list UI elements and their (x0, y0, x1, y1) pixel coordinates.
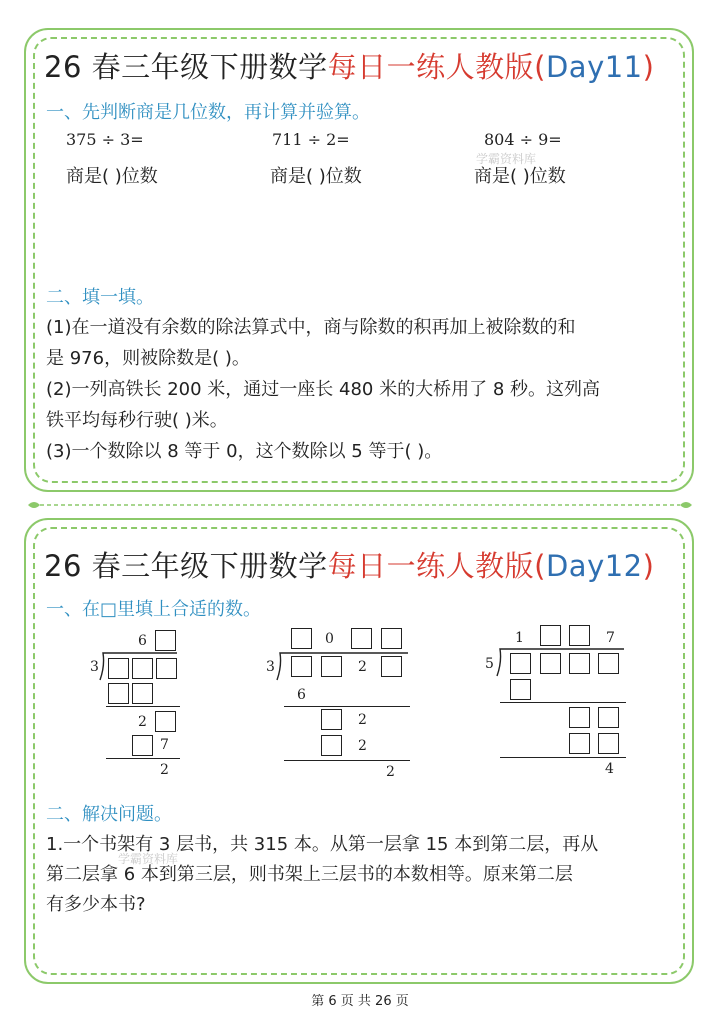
ornamental-divider (26, 499, 694, 511)
div2-row4-box[interactable] (321, 735, 342, 756)
day12-problem-line-3: 有多少本书? (46, 894, 146, 915)
day11-problem2-expression: 711 ÷ 2= (272, 130, 350, 149)
day12-problem-line-2: 第二层拿 6 本到第三层，则书架上三层书的本数相等。原来第二层 (46, 864, 573, 885)
day12-title: 26 春三年级下册数学每日一练人教版(Day12) (44, 549, 655, 583)
div2-divisor: 3 (266, 659, 275, 675)
div3-divisor: 5 (485, 656, 494, 672)
div1-row3-box[interactable] (155, 711, 176, 732)
div3-quotient-box-2[interactable] (569, 625, 590, 646)
div3-quotient-box-1[interactable] (540, 625, 561, 646)
div3-dividend-box-4[interactable] (598, 653, 619, 674)
div2-dividend-box-3[interactable] (381, 656, 402, 677)
div3-quotient-first: 1 (515, 630, 524, 646)
watermark: 学霸资料库 (476, 152, 537, 166)
div1-quotient-box[interactable] (155, 630, 176, 651)
div1-quotient-digit: 6 (138, 633, 147, 649)
day11-problem1-answer: 商是( )位数 (66, 166, 158, 187)
day11-fill-line-3: (2)一列高铁长 200 米，通过一座长 480 米的大桥用了 8 秒。这列高 (46, 379, 600, 400)
div3-line-1 (500, 702, 626, 703)
div2-dividend-digit: 2 (358, 659, 367, 675)
day11-problem3-expression: 804 ÷ 9= (484, 130, 562, 149)
div1-row3-digit: 2 (138, 714, 147, 730)
div1-product-box-1[interactable] (108, 683, 129, 704)
day11-problem1-expression: 375 ÷ 3= (66, 130, 144, 149)
div3-row4-box-1[interactable] (569, 733, 590, 754)
div2-quotient-box-1[interactable] (291, 628, 312, 649)
div2-dividend-box-1[interactable] (291, 656, 312, 677)
day11-fill-line-4: 铁平均每秒行驶( )米。 (46, 410, 228, 431)
day11-fill-line-5: (3)一个数除以 8 等于 0，这个数除以 5 等于( )。 (46, 441, 443, 462)
div3-dividend-box-3[interactable] (569, 653, 590, 674)
div1-product-box-2[interactable] (132, 683, 153, 704)
div3-dividend-box-2[interactable] (540, 653, 561, 674)
div3-product-box[interactable] (510, 679, 531, 700)
day12-section1-heading: 一、在□里填上合适的数。 (46, 599, 262, 620)
div2-row3-box[interactable] (321, 709, 342, 730)
day11-problem3-answer: 商是( )位数 (474, 166, 566, 187)
day12-problem-line-1: 1.一个书架有 3 层书，共 315 本。从第一层拿 15 本到第二层，再从 (46, 834, 599, 855)
div2-quotient-digit: 0 (325, 631, 334, 647)
div1-remainder: 2 (160, 762, 169, 778)
div1-dividend-box-2[interactable] (132, 658, 153, 679)
div3-remainder: 4 (605, 761, 614, 777)
div2-remainder: 2 (386, 764, 395, 780)
div3-line-2 (500, 757, 626, 758)
div3-dividend-box-1[interactable] (510, 653, 531, 674)
div2-line-1 (284, 706, 410, 707)
div1-divisor: 3 (90, 659, 99, 675)
day11-fill-line-2: 是 976，则被除数是( )。 (46, 348, 250, 369)
div3-row4-box-2[interactable] (598, 733, 619, 754)
div2-quotient-box-3[interactable] (381, 628, 402, 649)
div1-row4-box[interactable] (132, 735, 153, 756)
div2-dividend-box-2[interactable] (321, 656, 342, 677)
div3-row3-box-1[interactable] (569, 707, 590, 728)
div1-row4-digit: 7 (160, 737, 169, 753)
day11-problem2-answer: 商是( )位数 (270, 166, 362, 187)
div1-line-2 (106, 758, 180, 759)
div3-quotient-last: 7 (606, 630, 615, 646)
div2-quotient-box-2[interactable] (351, 628, 372, 649)
div1-line-1 (106, 706, 180, 707)
div2-row2-digit: 6 (297, 687, 306, 703)
day11-section2-heading: 二、填一填。 (46, 287, 154, 308)
page-footer: 第 6 页 共 26 页 (311, 994, 409, 1009)
day12-section2-heading: 二、解决问题。 (46, 804, 172, 825)
div1-dividend-box-1[interactable] (108, 658, 129, 679)
day11-fill-line-1: (1)在一道没有余数的除法算式中，商与除数的积再加上被除数的和 (46, 317, 576, 338)
div2-row3-digit: 2 (358, 712, 367, 728)
watermark-2: 学霸资料库 (118, 852, 179, 866)
div2-row4-digit: 2 (358, 738, 367, 754)
day11-title: 26 春三年级下册数学每日一练人教版(Day11) (44, 50, 655, 84)
div2-line-2 (284, 760, 410, 761)
div1-dividend-box-3[interactable] (156, 658, 177, 679)
day11-section1-heading: 一、先判断商是几位数，再计算并验算。 (46, 102, 370, 123)
div3-row3-box-2[interactable] (598, 707, 619, 728)
